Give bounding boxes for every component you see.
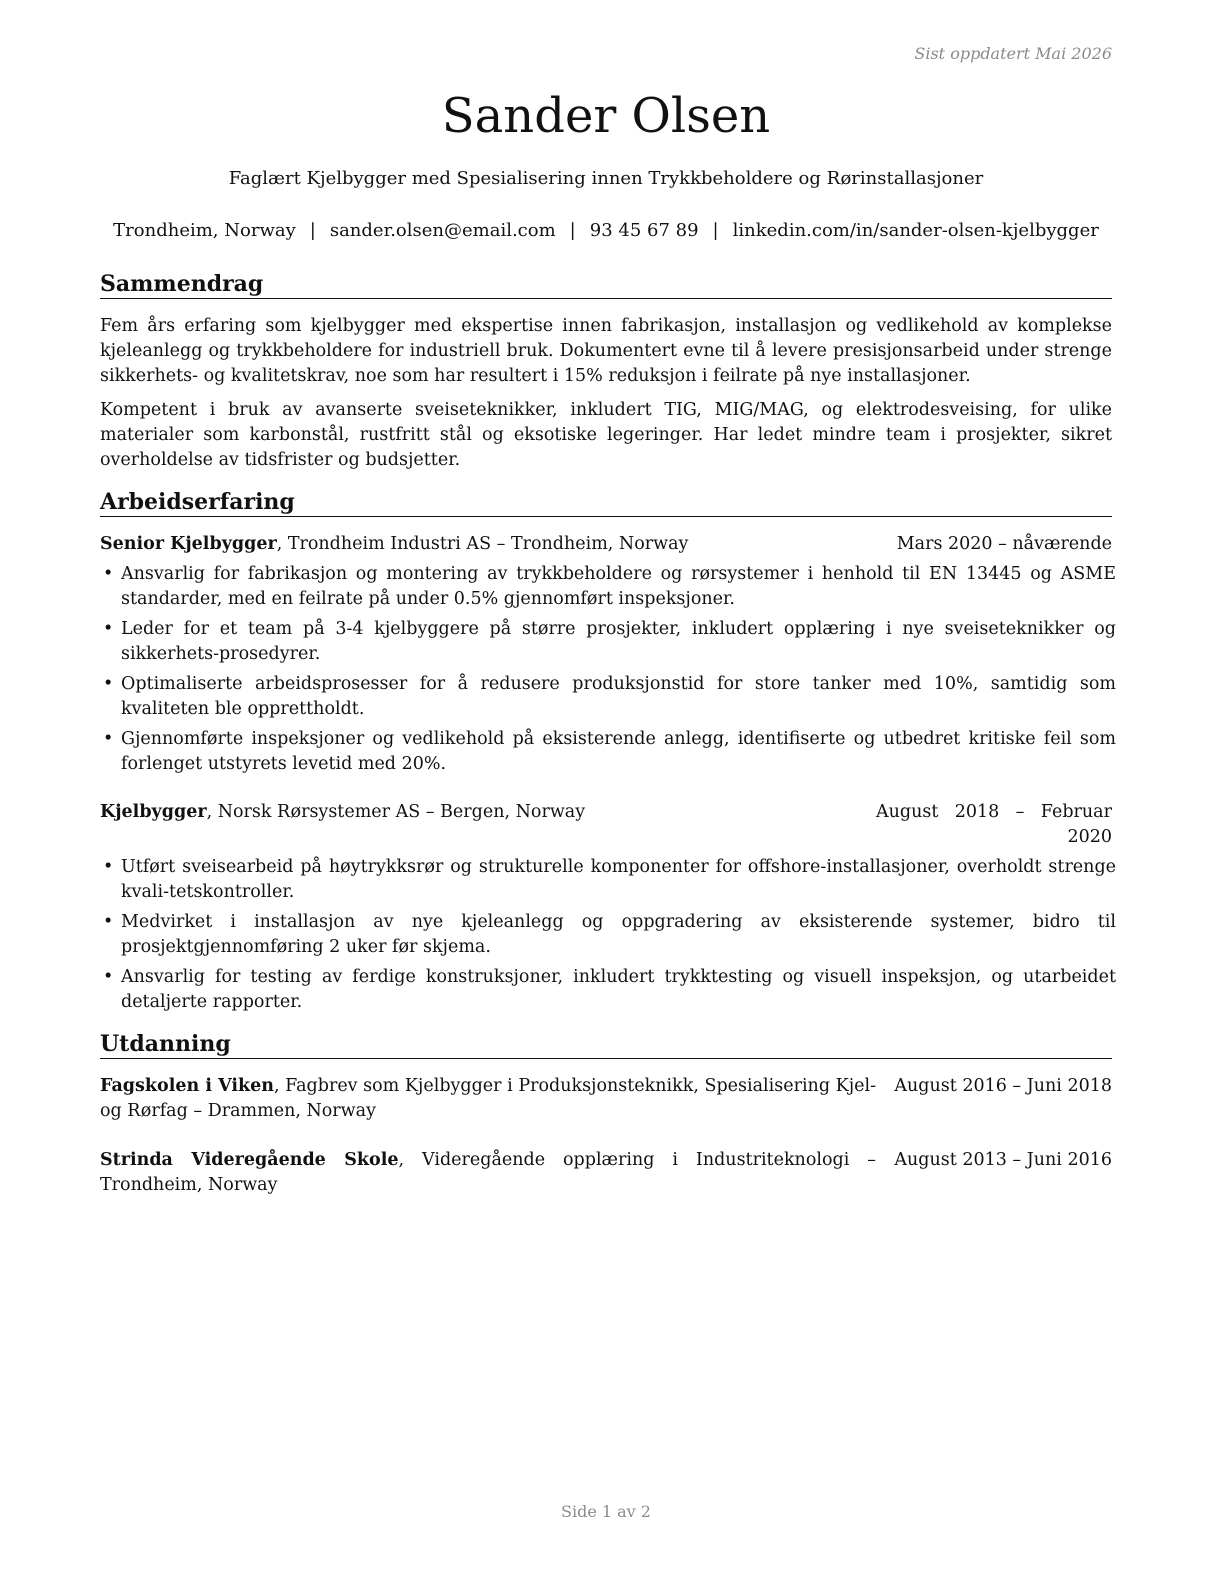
education-entry	[100, 1148, 1112, 1198]
list-item: • Leder for et team på 3-4 kjelbyggere på større prosjekter, inkludert opplæring i nye sveiseteknikker og sikkerhets-prosedyrer.	[103, 619, 1116, 664]
list-item: • Medvirket i installasjon av nye kjeleanlegg og oppgradering av eksisterende systemer, bidro til prosjektgjennomføring 2 uker før skjema.	[103, 912, 1116, 957]
school-name: Strinda Videregående Skole	[100, 1150, 399, 1170]
education-dates: August 2013 – Juni 2016	[894, 1150, 1112, 1170]
job-role: Senior Kjelbygger	[100, 534, 277, 554]
job-role: Kjelbygger	[100, 802, 207, 822]
job-company: , Trondheim Industri AS – Trondheim, Norway	[276, 534, 689, 554]
list-item: • Optimaliserte arbeidsprosesser for å redusere produksjonstid for store tanker med 10%, samtidig som kvaliteten ble opprettholdt.	[103, 674, 1116, 719]
list-item: • Utført sveisearbeid på høytrykksrør og strukturelle komponenter for offshore-installasjoner, overholdt strenge kvali-tetskontroller.	[103, 857, 1116, 902]
job-company: , Norsk Rørsystemer AS – Bergen, Norway	[206, 802, 586, 822]
contact-separator: |	[309, 220, 316, 241]
summary-paragraph: Fem års erfaring som kjelbygger med ekspertise innen fabrikasjon, installasjon og vedlikehold av komplekse kjeleanlegg og trykkbeholdere for industriell bruk. Dokumentert evne til å levere presisjonsarbeid under strenge sikkerhets- og kvalitetskrav, noe som har resultert i 15% reduksjon i feilrate på nye installasjoner.	[100, 316, 1112, 386]
bullet-icon: •	[103, 967, 114, 987]
summary-paragraph: Kompetent i bruk av avanserte sveiseteknikker, inkludert TIG, MIG/MAG, og elektrodesveising, for ulike materialer som karbonstål, rustfritt stål og eksotiske legeringer. Har ledet mindre team i prosjekter, sikret overholdelse av tidsfrister og budsjetter.	[100, 400, 1112, 470]
degree-info: , Fagbrev som Kjelbygger i Produksjonsteknikk, Spesialisering Kjel- og Rørfag – Drammen, Norway	[100, 1076, 876, 1121]
degree-info: , Videregående opplæring i Industriteknologi – Trondheim, Norway	[100, 1150, 876, 1195]
contact-email[interactable]: sander.olsen@email.com	[329, 220, 556, 241]
candidate-headline: Faglært Kjelbygger med Spesialisering innen Trykkbeholdere og Rørinstallasjoner	[228, 168, 984, 189]
contact-line	[100, 219, 1112, 243]
education-details	[100, 1074, 876, 1124]
bullet-icon: •	[103, 729, 114, 749]
bullet-icon: •	[103, 674, 114, 694]
list-item: • Ansvarlig for testing av ferdige konstruksjoner, inkludert trykktesting og visuell inspeksjon, og utarbeidet detaljerte rapporter.	[103, 967, 1116, 1012]
education-entry	[100, 1074, 1112, 1124]
list-item: • Gjennomførte inspeksjoner og vedlikehold på eksisterende anlegg, identifiserte og utbedret kritiske feil som forlenget utstyrets levetid med 20%.	[103, 729, 1116, 774]
candidate-name: Sander Olsen	[441, 88, 771, 144]
job-bullets	[100, 562, 1116, 782]
bullet-icon: •	[103, 912, 114, 932]
job-title-line	[100, 532, 688, 557]
contact-separator: |	[569, 220, 576, 241]
job-dates: Mars 2020 – nåværende	[896, 534, 1112, 554]
list-item: • Ansvarlig for fabrikasjon og montering av trykkbeholdere og rørsystemer i henhold til EN 13445 og ASME standarder, med en feilrate på under 0.5% gjennomført inspeksjoner.	[103, 564, 1116, 609]
contact-phone: 93 45 67 89	[589, 220, 699, 241]
job-dates: August 2018 – Februar 2020	[876, 802, 1112, 847]
page-number: Side 1 av 2	[561, 1502, 651, 1521]
section-title-summary: Sammendrag	[100, 270, 1112, 299]
last-updated: Sist oppdatert Mai 2026	[914, 44, 1112, 63]
bullet-icon: •	[103, 857, 114, 877]
contact-linkedin[interactable]: linkedin.com/in/sander-olsen-kjelbygger	[732, 220, 1099, 241]
bullet-icon: •	[103, 619, 114, 639]
education-dates: August 2016 – Juni 2018	[894, 1076, 1112, 1096]
section-title-education: Utdanning	[100, 1030, 1112, 1059]
contact-separator: |	[712, 220, 719, 241]
job-bullets	[100, 855, 1116, 1020]
job-title-line	[100, 800, 585, 825]
school-name: Fagskolen i Viken	[100, 1076, 274, 1096]
education-details	[100, 1148, 876, 1198]
resume-page	[100, 0, 1116, 1584]
bullet-icon: •	[103, 564, 114, 584]
contact-location: Trondheim, Norway	[113, 220, 296, 241]
section-title-experience: Arbeidserfaring	[100, 488, 1112, 517]
